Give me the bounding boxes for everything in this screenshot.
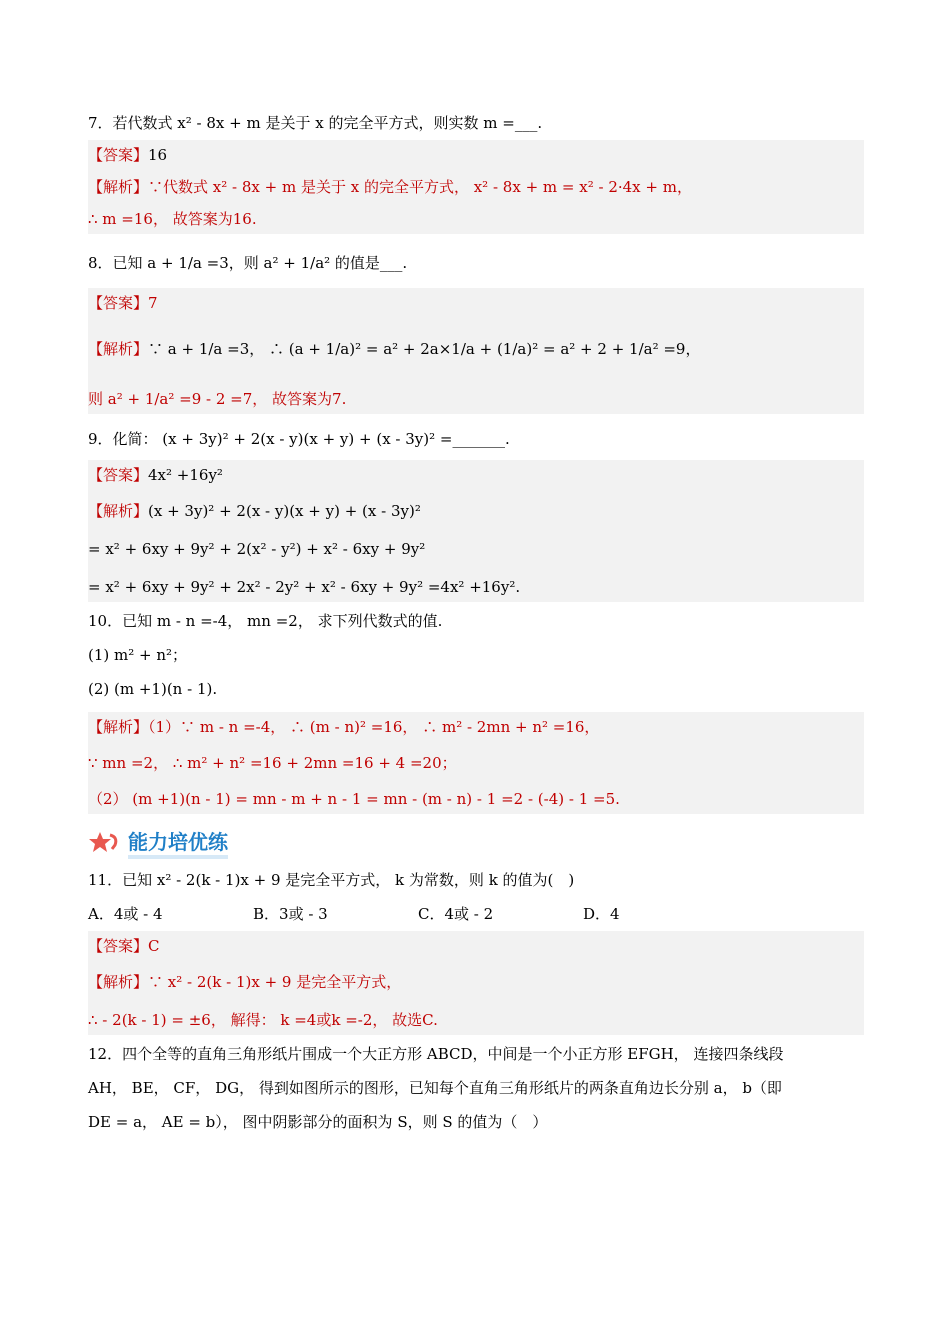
q10-analysis-1: （1）∵ m - n =-4， ∴ (m - n)² =16， ∴ m² - 2mn + n² =16，: [148, 718, 600, 736]
analysis-tag: 【解析】: [88, 502, 149, 520]
q10-solution-box: [88, 712, 864, 814]
answer-tag: 【答案】: [88, 937, 149, 955]
analysis-tag: 【解析】: [88, 178, 149, 196]
option-a: A．4或 - 4: [88, 905, 163, 923]
answer-tag: 【答案】: [88, 466, 149, 484]
star-icon: [88, 831, 122, 855]
q7-answer: 16: [148, 146, 168, 164]
analysis-tag: 【解析】: [88, 718, 149, 736]
q11-analysis-2: ∴ - 2(k - 1) = ±6， 解得： k =4或k =-2， 故选C.: [88, 1011, 438, 1029]
q8-solution-box: [88, 288, 864, 414]
q11-options: [88, 903, 864, 925]
q12-line1: 12．四个全等的直角三角形纸片围成一个大正方形 ABCD，中间是一个小正方形 EFGH， 连接四条线段: [88, 1045, 784, 1063]
q9-analysis-3: = x² + 6xy + 9y² + 2x² - 2y² + x² - 6xy + 9y² =4x² +16y².: [88, 578, 521, 596]
option-b: B．3或 - 3: [253, 905, 328, 923]
q9-analysis-1: (x + 3y)² + 2(x - y)(x + y) + (x - 3y)²: [148, 502, 421, 520]
q7-solution-box: [88, 140, 864, 234]
q9-solution-box: [88, 460, 864, 602]
q11-question: 11．已知 x² - 2(k - 1)x + 9 是完全平方式， k 为常数，则 k 的值为( ): [88, 871, 575, 889]
q7-question: 7．若代数式 x² - 8x + m 是关于 x 的完全平方式，则实数 m =___.: [88, 114, 543, 132]
analysis-tag: 【解析】: [88, 973, 149, 991]
q7-analysis-2: ∴ m =16， 故答案为16.: [88, 210, 257, 228]
answer-tag: 【答案】: [88, 294, 149, 312]
q11-answer: C: [148, 937, 160, 955]
q10-analysis-2: ∵ mn =2， ∴ m² + n² =16 + 2mn =16 + 4 =20；: [88, 754, 457, 772]
option-d: D．4: [583, 905, 620, 923]
q7-analysis-1: ∵代数式 x² - 8x + m 是关于 x 的完全平方式， x² - 8x + m = x² - 2·4x + m，: [148, 178, 692, 196]
q12-line3: DE = a， AE = b）， 图中阴影部分的面积为 S，则 S 的值为（ ）: [88, 1113, 548, 1131]
analysis-tag: 【解析】: [88, 340, 149, 358]
q10-analysis-3: （2） (m +1)(n - 1) = mn - m + n - 1 = mn - (m - n) - 1 =2 - (-4) - 1 =5.: [88, 790, 620, 808]
q11-analysis-1: ∵ x² - 2(k - 1)x + 9 是完全平方式，: [148, 973, 402, 991]
answer-tag: 【答案】: [88, 146, 149, 164]
section-header: [88, 826, 864, 859]
q8-answer: 7: [148, 294, 158, 312]
q10-part1: (1) m² + n²；: [88, 646, 188, 664]
q10-question: 10．已知 m - n =-4， mn =2， 求下列代数式的值.: [88, 612, 443, 630]
q10-part2: (2) (m +1)(n - 1).: [88, 680, 218, 698]
q9-analysis-2: = x² + 6xy + 9y² + 2(x² - y²) + x² - 6xy + 9y²: [88, 540, 426, 558]
q9-answer: 4x² +16y²: [148, 466, 223, 484]
document-page: [88, 112, 864, 1133]
q8-question: 8．已知 a + 1/a =3，则 a² + 1/a² 的值是___.: [88, 254, 408, 272]
q11-solution-box: [88, 931, 864, 1035]
section-title: 能力培优练: [128, 826, 228, 859]
q12-line2: AH， BE， CF， DG， 得到如图所示的图形，已知每个直角三角形纸片的两条直角边长分别 a， b（即: [88, 1079, 782, 1097]
option-c: C．4或 - 2: [418, 905, 494, 923]
q8-analysis-2: 则 a² + 1/a² =9 - 2 =7， 故答案为7.: [88, 390, 347, 408]
q8-analysis-1: ∵ a + 1/a =3， ∴ (a + 1/a)² = a² + 2a×1/a + (1/a)² = a² + 2 + 1/a² =9，: [148, 340, 701, 358]
q9-question: 9．化简： (x + 3y)² + 2(x - y)(x + y) + (x - 3y)² =_______.: [88, 430, 510, 448]
